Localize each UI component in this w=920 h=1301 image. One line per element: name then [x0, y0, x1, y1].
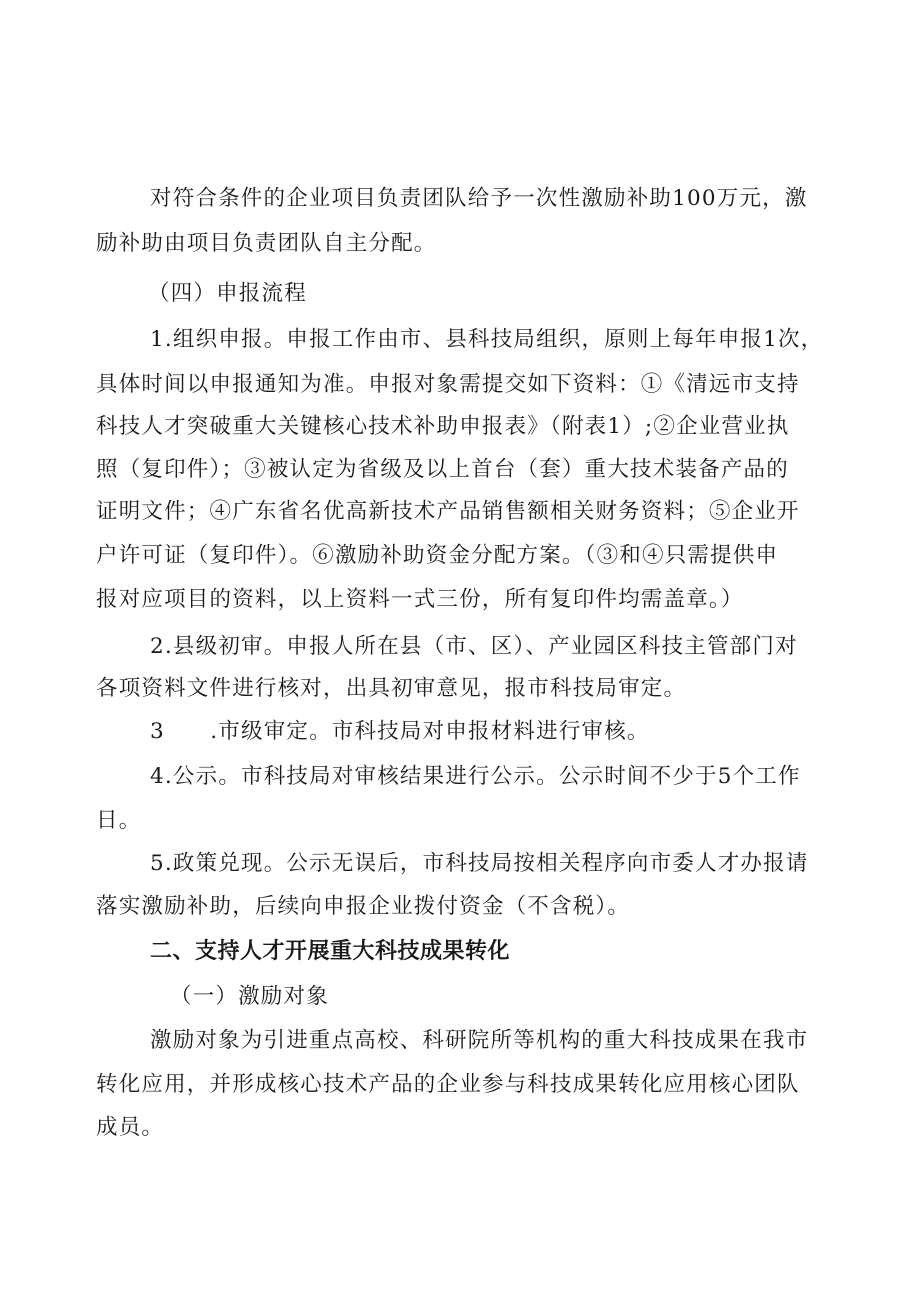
paragraph-line: 2.县级初审。申报人所在县（市、区）、产业园区科技主管部门对	[150, 634, 798, 659]
section-heading: 二、支持人才开展重大科技成果转化	[150, 939, 511, 964]
paragraph-line: 对符合条件的企业项目负责团队给予一次性激励补助100万元，激	[150, 186, 808, 211]
section-subheading: （一）激励对象	[170, 984, 329, 1009]
paragraph-line: 户许可证（复印件）。⑥激励补助资金分配方案。（③和④只需提供申	[96, 543, 779, 568]
paragraph-line: 5.政策兑现。公示无误后，市科技局按相关程序向市委人才办报请	[150, 851, 809, 876]
paragraph-line: 励补助由项目负责团队自主分配。	[96, 231, 437, 256]
paragraph-line: 科技人才突破重大关键核心技术补助申报表》（附表1）;②企业营业执	[96, 414, 790, 439]
paragraph-line: 报对应项目的资料，以上资料一式三份，所有复印件均需盖章。）	[96, 587, 744, 612]
paragraph-line: 具体时间以申报通知为准。申报对象需提交如下资料：①《清远市支持	[96, 372, 800, 397]
paragraph-line: 落实激励补助，后续向申报企业拨付资金（不含税）。	[96, 894, 631, 919]
paragraph-line: 照（复印件）；③被认定为省级及以上首台（套）重大技术装备产品的	[96, 457, 789, 482]
paragraph-line: 成员。	[96, 1115, 165, 1140]
paragraph-line: 4.公示。市科技局对审核结果进行公示。公示时间不少于5个工作	[150, 764, 801, 789]
paragraph-line: 3 .市级审定。市科技局对申报材料进行审核。	[150, 719, 650, 744]
paragraph-line: 各项资料文件进行核对，出具初审意见，报市科技局审定。	[96, 676, 687, 701]
paragraph-line: 日。	[96, 808, 142, 833]
paragraph-line: 1.组织申报。申报工作由市、县科技局组织，原则上每年申报1次，	[150, 327, 824, 352]
paragraph-line: 证明文件；④广东省名优高新技术产品销售额相关财务资料；⑤企业开	[96, 499, 800, 524]
paragraph-line: 转化应用，并形成核心技术产品的企业参与科技成果转化应用核心团队	[96, 1072, 800, 1097]
section-subheading: （四）申报流程	[148, 281, 307, 306]
paragraph-line: 激励对象为引进重点高校、科研院所等机构的重大科技成果在我市	[150, 1028, 809, 1053]
